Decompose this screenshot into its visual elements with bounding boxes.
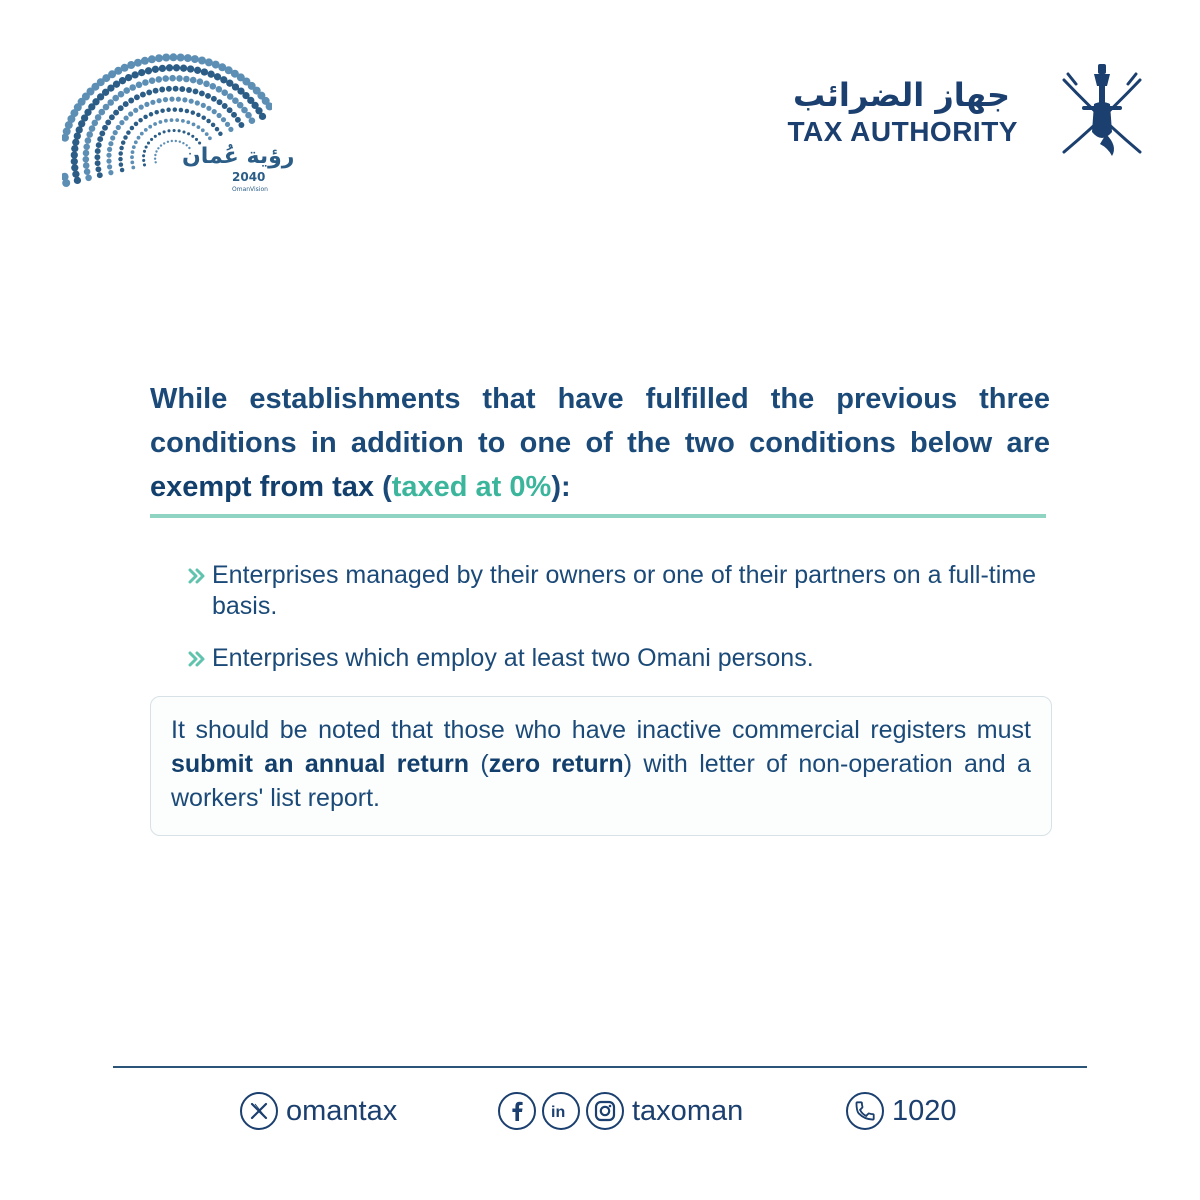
swirl-dot	[179, 141, 181, 143]
swirl-dot	[113, 110, 119, 116]
swirl-dot	[154, 135, 157, 138]
note-bold-zero-return: zero return	[488, 750, 624, 778]
swirl-dot	[228, 127, 233, 132]
swirl-dot	[166, 64, 173, 71]
swirl-dot	[176, 97, 181, 102]
authority-name-english: TAX AUTHORITY	[787, 116, 1018, 147]
swirl-dot	[235, 117, 241, 123]
swirl-dot	[182, 130, 185, 133]
swirl-dot	[203, 81, 210, 88]
condition-text: Enterprises managed by their owners or one of their partners on a full-time basis.	[212, 561, 1037, 620]
swirl-dot	[95, 160, 101, 166]
vision-logo-subtitle: OmanVision	[232, 186, 268, 193]
swirl-dot	[231, 112, 237, 118]
swirl-dot	[211, 96, 217, 102]
swirl-dot	[176, 75, 183, 82]
swirl-dot	[157, 98, 162, 103]
swirl-dot	[131, 71, 138, 78]
swirl-dot	[167, 129, 170, 132]
swirl-dot	[119, 162, 124, 167]
swirl-dot	[71, 164, 78, 171]
swirl-dot	[105, 119, 111, 125]
oman-vision-logo	[62, 40, 295, 193]
swirl-dot	[175, 118, 179, 122]
swirl-dot	[131, 150, 135, 154]
swirl-dot	[178, 129, 181, 132]
swirl-dot	[74, 177, 81, 184]
swirl-dot	[149, 112, 154, 117]
swirl-dot	[139, 105, 144, 110]
note-text-paren: (	[469, 750, 489, 778]
swirl-dot	[187, 65, 194, 72]
x-social[interactable]	[240, 1091, 397, 1131]
swirl-dot	[130, 126, 135, 131]
swirl-dot	[156, 76, 163, 83]
swirl-dot	[199, 90, 205, 96]
swirl-dot	[71, 151, 78, 158]
swirl-dot	[179, 108, 184, 113]
swirl-dot	[197, 125, 201, 129]
swirl-dot	[206, 119, 211, 124]
swirl-dot	[193, 88, 199, 94]
swirl-dot	[145, 145, 148, 148]
swirl-dot	[217, 113, 222, 118]
swirl-dot	[158, 132, 161, 135]
condition-text: Enterprises which employ at least two Omani persons.	[212, 644, 814, 672]
swirl-dot	[86, 131, 93, 138]
swirl-dot	[186, 120, 190, 124]
swirl-dot	[159, 87, 165, 93]
swirl-dot	[173, 129, 176, 132]
swirl-dot	[189, 99, 194, 104]
vision-logo-arabic: رؤية عُمان	[182, 144, 295, 169]
swirl-dot	[112, 95, 119, 102]
swirl-dot	[259, 113, 266, 120]
swirl-dot	[225, 122, 230, 127]
swirl-dot	[129, 84, 136, 91]
swirl-dot	[106, 159, 111, 164]
swirl-dot	[109, 114, 115, 120]
swirl-dot	[116, 125, 121, 130]
swirl-dot	[123, 135, 128, 140]
swirl-dot	[128, 111, 133, 116]
swirl-dot	[97, 136, 103, 142]
meta-handle[interactable]: taxoman	[632, 1095, 744, 1127]
swirl-dot	[85, 137, 92, 144]
swirl-dot	[169, 75, 176, 82]
meta-socials	[498, 1091, 743, 1131]
swirl-dot	[138, 118, 143, 123]
swirl-dot	[147, 141, 150, 144]
swirl-dot	[163, 130, 166, 133]
swirl-dot	[206, 106, 211, 111]
swirl-dot	[141, 57, 149, 65]
swirl-dot	[142, 79, 149, 86]
swirl-dot	[99, 130, 105, 136]
swirl-dot	[159, 120, 163, 124]
swirl-dot	[166, 108, 171, 113]
chevron-right-icon	[188, 650, 206, 668]
swirl-dot	[163, 142, 165, 144]
swirl-dot	[83, 156, 90, 163]
swirl-dot	[95, 148, 101, 154]
swirl-dot	[126, 130, 130, 135]
swirl-dot	[89, 125, 96, 132]
swirl-dot	[201, 115, 206, 120]
linkedin-icon[interactable]	[542, 1092, 580, 1130]
swirl-dot	[249, 117, 256, 124]
swirl-dot	[148, 55, 156, 63]
swirl-dot	[205, 132, 209, 136]
vision-logo-year: 2040	[232, 170, 266, 184]
swirl-dot	[169, 97, 174, 102]
swirl-dot	[108, 141, 113, 146]
swirl-dot	[227, 107, 233, 113]
swirl-dot	[167, 141, 169, 143]
swirl-dot	[152, 66, 159, 73]
swirl-dot	[197, 78, 204, 85]
swirl-dot	[191, 55, 199, 63]
swirl-dot	[205, 93, 211, 99]
swirl-dot	[180, 65, 187, 72]
swirl-dot	[140, 92, 146, 98]
swirl-dot	[194, 67, 201, 74]
swirl-dot	[221, 117, 226, 122]
swirl-dot	[106, 153, 111, 158]
swirl-dot	[155, 161, 157, 163]
swirl-dot	[118, 91, 125, 98]
swirl-dot	[84, 168, 91, 175]
intro-text: While establishments that have fulfilled the previous three conditions in addition to one of the two conditions below are	[150, 383, 1050, 459]
note-box	[150, 696, 1052, 836]
swirl-dot	[71, 145, 78, 152]
swirl-dot	[198, 57, 206, 65]
swirl-dot	[118, 157, 123, 162]
swirl-dot	[83, 144, 90, 151]
swirl-dot	[96, 142, 102, 148]
condition-item	[188, 643, 1048, 674]
swirl-dot	[173, 86, 179, 92]
swirl-dot	[232, 97, 239, 104]
swirl-dot	[83, 162, 90, 169]
swirl-dot	[113, 130, 118, 135]
swirl-dot	[196, 113, 201, 118]
swirl-dot	[150, 100, 155, 105]
intro-open-paren: (	[374, 471, 392, 503]
swirl-dot	[245, 112, 252, 119]
swirl-dot	[190, 77, 197, 84]
section-divider	[150, 514, 1046, 518]
swirl-dot	[170, 118, 174, 122]
swirl-dot	[121, 140, 126, 145]
swirl-dot	[103, 104, 110, 111]
swirl-dot	[92, 120, 99, 127]
swirl-dot	[118, 151, 123, 156]
swirl-dot	[154, 158, 156, 160]
swirl-dot	[145, 67, 152, 74]
swirl-dot	[173, 64, 180, 71]
swirl-dot	[201, 128, 205, 132]
swirl-dot	[182, 97, 187, 102]
swirl-dot	[205, 58, 213, 66]
note-text-end: ) with letter of non-operation and a workers' list report.	[171, 750, 1031, 812]
swirl-dot	[179, 86, 185, 92]
chevron-right-icon	[188, 567, 206, 585]
swirl-dot	[211, 123, 216, 128]
swirl-dot	[164, 119, 168, 123]
swirl-dot	[195, 138, 198, 141]
tax-rate-highlight: taxed at 0%	[391, 471, 552, 503]
x-icon[interactable]	[240, 1092, 278, 1130]
phone-contact[interactable]	[846, 1091, 957, 1131]
swirl-dot	[137, 136, 141, 140]
swirl-dot	[169, 53, 177, 61]
swirl-dot	[195, 100, 200, 105]
swirl-dot	[186, 87, 192, 93]
swirl-dot	[119, 120, 124, 125]
swirl-dot	[107, 164, 112, 169]
swirl-dot	[120, 168, 125, 173]
swirl-dot	[130, 155, 134, 159]
exempt-emphasis: exempt from tax	[150, 471, 375, 503]
swirl-dot	[140, 132, 144, 136]
swirl-dot	[134, 59, 142, 67]
phone-number[interactable]: 1020	[892, 1095, 957, 1127]
x-handle[interactable]: omantax	[286, 1095, 398, 1127]
conditions-list	[188, 560, 1048, 695]
swirl-dot	[222, 103, 228, 109]
swirl-dot	[214, 73, 221, 80]
swirl-dot	[153, 88, 159, 94]
oman-emblem-icon	[1054, 60, 1150, 160]
swirl-dot	[187, 132, 190, 135]
swirl-dot	[134, 94, 140, 100]
swirl-dot	[154, 110, 159, 115]
swirl-dot	[221, 89, 228, 96]
instagram-icon[interactable]	[586, 1092, 624, 1130]
swirl-dot	[181, 119, 185, 123]
swirl-dot	[162, 54, 170, 62]
note-bold-annual-return: submit an annual return	[171, 750, 469, 778]
swirl-dot	[185, 109, 190, 114]
swirl-dot	[216, 86, 223, 93]
swirl-dot	[133, 108, 138, 113]
swirl-dot	[134, 140, 138, 144]
swirl-dot	[177, 54, 185, 62]
authority-name-arabic: جهاز الضرائب	[792, 76, 1010, 114]
swirl-dot	[162, 75, 169, 82]
swirl-dot	[143, 115, 148, 120]
swirl-dot	[184, 54, 192, 62]
swirl-dot	[201, 68, 208, 75]
swirl-dot	[130, 161, 134, 165]
swirl-dot	[155, 150, 157, 152]
swirl-dot	[123, 87, 130, 94]
swirl-dot	[131, 166, 135, 170]
swirl-dot	[148, 125, 152, 129]
swirl-dot	[142, 159, 145, 162]
swirl-dot	[155, 54, 163, 62]
swirl-dot	[153, 122, 157, 126]
tax-authority-logo	[787, 60, 1150, 170]
swirl-dot	[144, 102, 149, 107]
swirl-dot	[119, 146, 124, 151]
swirl-dot	[171, 140, 173, 142]
swirl-dot	[150, 138, 153, 141]
swirl-dot	[71, 158, 78, 165]
swirl-dot	[160, 144, 162, 146]
condition-item	[188, 560, 1048, 622]
swirl-dot	[107, 147, 112, 152]
swirl-dot	[217, 99, 223, 105]
swirl-dot	[175, 140, 177, 142]
swirl-dot	[136, 82, 143, 89]
intro-close: ):	[551, 471, 571, 503]
swirl-dot	[143, 150, 146, 153]
swirl-dot	[201, 103, 206, 108]
swirl-dot	[212, 109, 217, 114]
svg-text:in: in	[551, 1104, 566, 1120]
swirl-dot	[138, 69, 145, 76]
swirl-dot	[173, 107, 178, 112]
swirl-dot	[108, 170, 113, 175]
swirl-dot	[166, 86, 172, 92]
footer-divider	[113, 1066, 1087, 1068]
swirl-dot	[218, 132, 223, 137]
swirl-dot	[128, 98, 134, 104]
swirl-dot	[191, 110, 196, 115]
swirl-dot	[149, 77, 156, 84]
swirl-dot	[183, 76, 190, 83]
swirl-dot	[238, 122, 244, 128]
swirl-dot	[72, 139, 79, 146]
swirl-dot	[154, 154, 156, 156]
swirl-dot	[110, 135, 115, 140]
swirl-dot	[143, 163, 146, 166]
note-text: It should be noted that those who have inactive commercial registers must	[171, 716, 1031, 744]
swirl-dot	[159, 65, 166, 72]
swirl-dot	[107, 99, 114, 106]
swirl-dot	[124, 116, 129, 121]
swirl-dot	[142, 154, 145, 157]
swirl-dot	[208, 136, 212, 140]
swirl-dot	[146, 89, 152, 95]
swirl-dot	[207, 71, 214, 78]
swirl-dot	[132, 145, 136, 149]
swirl-dot	[125, 74, 132, 81]
swirl-dot	[72, 171, 79, 178]
swirl-dot	[102, 125, 108, 131]
swirl-dot	[215, 127, 220, 132]
swirl-dot	[83, 150, 90, 157]
swirl-dot	[227, 93, 234, 100]
swirl-dot	[85, 175, 92, 182]
swirl-dot	[97, 172, 103, 178]
facebook-icon[interactable]	[498, 1092, 536, 1130]
swirl-dot	[123, 101, 129, 107]
swirl-dot	[160, 108, 165, 113]
swirl-dot	[134, 122, 139, 127]
swirl-dot	[163, 97, 168, 102]
swirl-dot	[95, 166, 101, 172]
phone-icon[interactable]	[846, 1092, 884, 1130]
swirl-dot	[157, 147, 159, 149]
swirl-dot	[118, 105, 124, 111]
exemption-intro-text	[150, 377, 1050, 509]
swirl-dot	[94, 154, 100, 160]
swirl-dot	[191, 135, 194, 138]
swirl-dot	[210, 83, 217, 90]
swirl-dot	[192, 123, 196, 127]
swirl-dot	[144, 128, 148, 132]
